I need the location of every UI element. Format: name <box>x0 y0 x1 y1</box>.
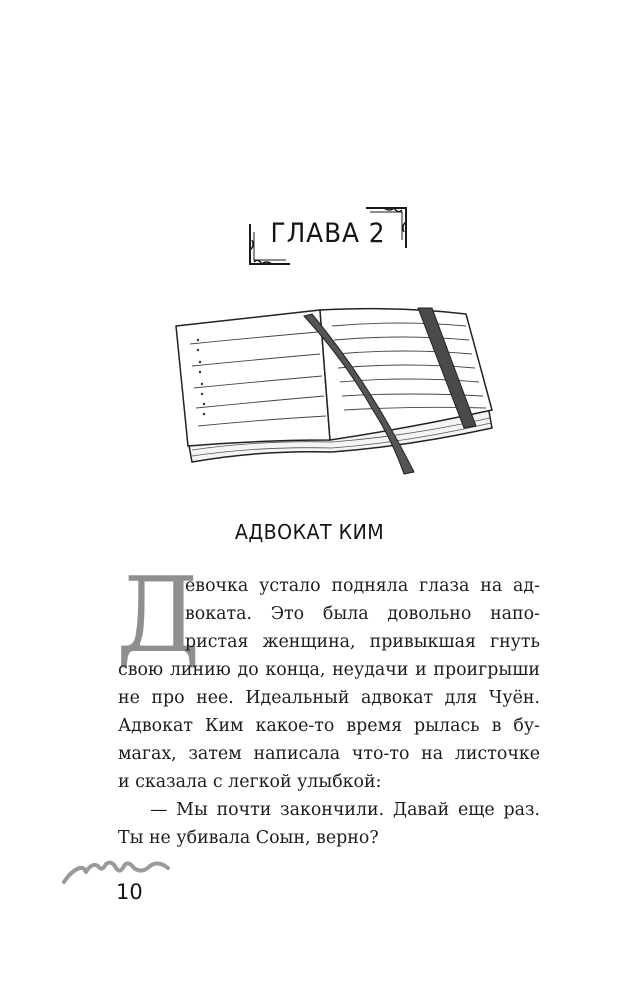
open-notebook-icon <box>170 300 500 480</box>
body-line: ристая женщина, привыкшая гнуть <box>185 632 540 652</box>
body-line: Ты не убивала Соын, верно? <box>118 828 379 848</box>
body-line: свою линию до конца, неудачи и проигрыши <box>118 660 540 680</box>
body-line: магах, затем написала что-то на листочке <box>118 744 540 764</box>
notebook-illustration <box>170 300 500 480</box>
drop-cap-letter: Д <box>116 554 201 676</box>
body-line: — Мы почти закончили. Давай еще раз. <box>150 800 540 820</box>
drop-cap <box>116 554 201 676</box>
body-line: воката. Это была довольно напо- <box>185 604 540 624</box>
section-title: АДВОКАТ КИМ <box>234 520 385 544</box>
chapter-heading <box>246 204 410 268</box>
body-line: и сказала с легкой улыбкой: <box>118 772 382 792</box>
chapter-title: ГЛАВА 2 <box>270 218 386 249</box>
body-line: не про нее. Идеальный адвокат для Чуён. <box>118 688 540 708</box>
body-line: евочка устало подняла глаза на ад- <box>185 576 540 596</box>
page-number: 10 <box>116 880 143 904</box>
body-line: Адвокат Ким какое-то время рылась в бу- <box>118 716 540 736</box>
